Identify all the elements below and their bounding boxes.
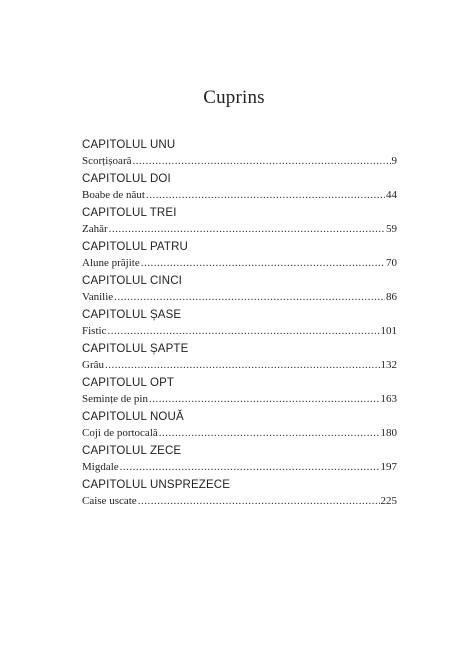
dot-leader bbox=[141, 256, 385, 270]
chapter-heading: CAPITOLUL PATRU bbox=[82, 241, 188, 253]
chapter-title: Fistic bbox=[82, 325, 107, 337]
chapter-line bbox=[82, 460, 397, 474]
chapter-line bbox=[82, 426, 397, 440]
chapter-line bbox=[82, 494, 397, 508]
chapter-heading: CAPITOLUL CINCI bbox=[82, 275, 183, 287]
toc-entry-7[interactable] bbox=[82, 342, 397, 376]
chapter-heading: CAPITOLUL TREI bbox=[82, 207, 177, 219]
chapter-title: Zahăr bbox=[82, 223, 108, 235]
dot-leader bbox=[138, 494, 380, 508]
chapter-heading: CAPITOLUL OPT bbox=[82, 377, 175, 389]
chapter-title: Migdale bbox=[82, 461, 119, 473]
page-number: 101 bbox=[380, 325, 397, 337]
chapter-heading: CAPITOLUL ȘASE bbox=[82, 309, 182, 321]
chapter-heading: CAPITOLUL NOUĂ bbox=[82, 411, 184, 423]
chapter-line bbox=[82, 324, 397, 338]
dot-leader bbox=[109, 222, 385, 236]
chapter-heading: CAPITOLUL UNU bbox=[82, 139, 176, 151]
chapter-line bbox=[82, 290, 397, 304]
chapter-title: Alune prăjite bbox=[82, 257, 140, 269]
page-number: 59 bbox=[386, 223, 397, 235]
chapter-title: Grâu bbox=[82, 359, 104, 371]
table-of-contents bbox=[82, 138, 397, 512]
chapter-line bbox=[82, 188, 397, 202]
page-number: 225 bbox=[380, 495, 397, 507]
page-number: 9 bbox=[391, 155, 397, 167]
dot-leader bbox=[159, 426, 380, 440]
chapter-heading: CAPITOLUL DOI bbox=[82, 173, 171, 185]
chapter-title: Scorțișoară bbox=[82, 155, 132, 167]
dot-leader bbox=[120, 460, 380, 474]
page-number: 44 bbox=[386, 189, 397, 201]
dot-leader bbox=[132, 154, 390, 168]
page-number: 132 bbox=[380, 359, 397, 371]
toc-entry-3[interactable] bbox=[82, 206, 397, 240]
chapter-title: Coji de portocală bbox=[82, 427, 158, 439]
dot-leader bbox=[146, 188, 385, 202]
dot-leader bbox=[105, 358, 380, 372]
chapter-line bbox=[82, 392, 397, 406]
chapter-line bbox=[82, 358, 397, 372]
toc-entry-5[interactable] bbox=[82, 274, 397, 308]
page-title: Cuprins bbox=[203, 86, 265, 108]
dot-leader bbox=[107, 324, 379, 338]
toc-entry-6[interactable] bbox=[82, 308, 397, 342]
page-number: 180 bbox=[380, 427, 397, 439]
toc-entry-8[interactable] bbox=[82, 376, 397, 410]
page-number: 86 bbox=[386, 291, 397, 303]
page-number: 70 bbox=[386, 257, 397, 269]
chapter-heading: CAPITOLUL ZECE bbox=[82, 445, 182, 457]
chapter-line bbox=[82, 256, 397, 270]
dot-leader bbox=[149, 392, 380, 406]
chapter-title: Caise uscate bbox=[82, 495, 137, 507]
chapter-line bbox=[82, 222, 397, 236]
toc-entry-11[interactable] bbox=[82, 478, 397, 512]
chapter-heading: CAPITOLUL UNSPREZECE bbox=[82, 479, 231, 491]
toc-entry-1[interactable] bbox=[82, 138, 397, 172]
chapter-title: Boabe de năut bbox=[82, 189, 145, 201]
toc-entry-10[interactable] bbox=[82, 444, 397, 478]
toc-entry-4[interactable] bbox=[82, 240, 397, 274]
chapter-title: Vanilie bbox=[82, 291, 114, 303]
dot-leader bbox=[114, 290, 385, 304]
toc-entry-9[interactable] bbox=[82, 410, 397, 444]
chapter-heading: CAPITOLUL ȘAPTE bbox=[82, 343, 189, 355]
page-number: 197 bbox=[380, 461, 397, 473]
chapter-title: Semințe de pin bbox=[82, 393, 148, 405]
toc-entry-2[interactable] bbox=[82, 172, 397, 206]
chapter-line bbox=[82, 154, 397, 168]
page-number: 163 bbox=[380, 393, 397, 405]
